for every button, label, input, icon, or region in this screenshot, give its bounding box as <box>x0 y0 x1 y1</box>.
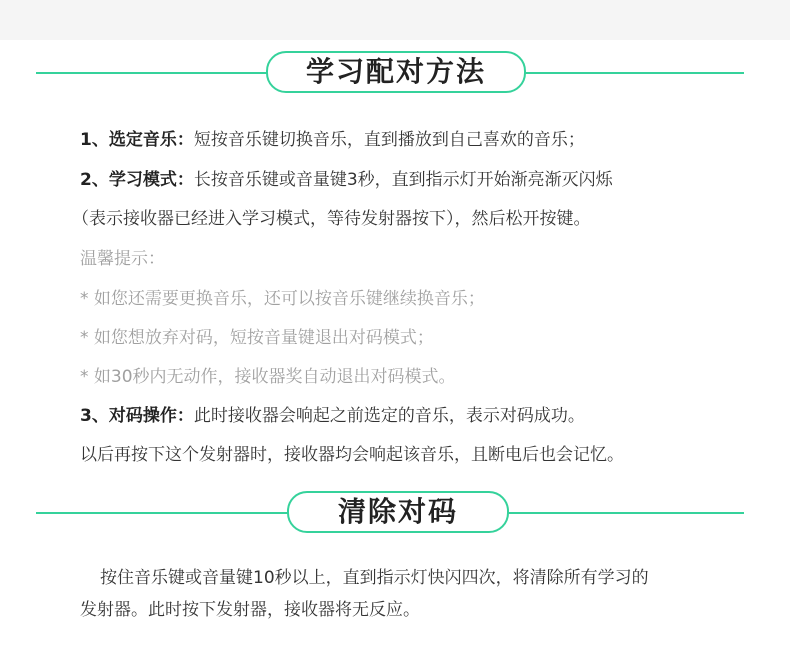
clear-line-2: 发射器。此时按下发射器，接收器将无反应。 <box>80 600 420 620</box>
section-title-clear: 清除对码 <box>287 491 509 533</box>
clear-instructions <box>80 562 740 626</box>
step1-text: 短按音乐键切换音乐，直到播放到自己喜欢的音乐； <box>193 130 585 150</box>
clear-line-1: 按住音乐键或音量键10秒以上，直到指示灯快闪四次，将清除所有学习的 <box>100 568 649 588</box>
tip-item: * 如您还需要更换音乐，还可以按音乐键继续换音乐； <box>80 289 485 309</box>
top-band <box>0 0 790 40</box>
step3-paragraph <box>80 401 585 426</box>
step2-text: 长按音乐键或音量键3秒，直到指示灯开始渐亮渐灭闪烁 <box>193 170 613 190</box>
section-title-pairing: 学习配对方法 <box>266 51 526 93</box>
step2-continuation: （表示接收器已经进入学习模式，等待发射器按下），然后松开按键。 <box>72 209 591 229</box>
step3-label: 3、对码操作： <box>80 406 194 426</box>
step2-paragraph <box>80 165 613 190</box>
section-header-pairing <box>0 51 790 95</box>
step3-text: 此时接收器会响起之前选定的音乐，表示对码成功。 <box>193 406 585 426</box>
step1-label: 1、选定音乐： <box>80 130 194 150</box>
step2-label: 2、学习模式： <box>80 170 194 190</box>
section-header-clear <box>0 491 790 535</box>
tip-item: * 如30秒内无动作，接收器奖自动退出对码模式。 <box>80 367 456 387</box>
step1-paragraph <box>80 125 585 150</box>
tip-item: * 如您想放弃对码，短按音量键退出对码模式； <box>80 328 434 348</box>
step3-continuation: 以后再按下这个发射器时，接收器均会响起该音乐，且断电后也会记忆。 <box>80 445 624 465</box>
tips-title: 温馨提示： <box>80 249 165 269</box>
